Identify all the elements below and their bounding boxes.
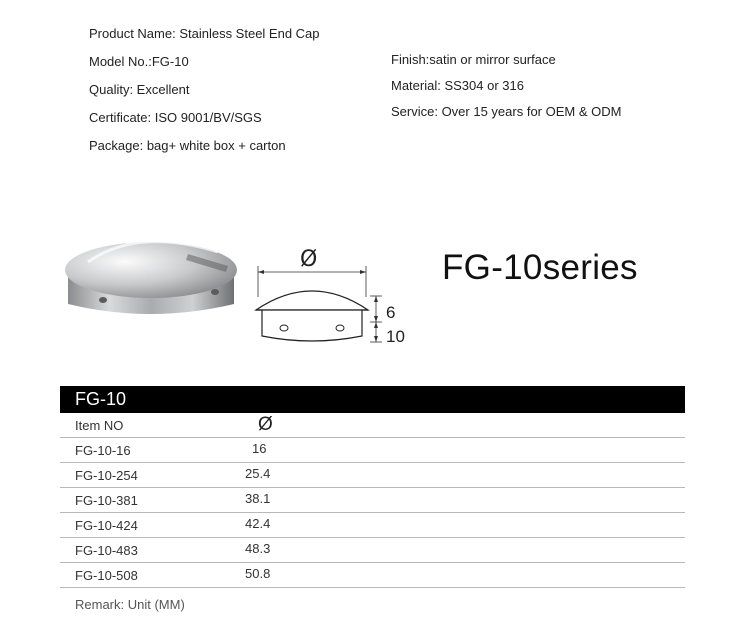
cell-item: FG-10-381 (75, 493, 138, 508)
table-row (60, 563, 685, 588)
series-title: FG-10series (442, 248, 638, 287)
table-header-row (60, 413, 685, 438)
table-title: FG-10 (75, 389, 127, 409)
cell-diameter: 48.3 (245, 541, 271, 556)
spec-service: Service: Over 15 years for OEM & ODM (391, 104, 622, 119)
spec-quality: Quality: Excellent (89, 82, 190, 97)
cell-item: FG-10-508 (75, 568, 138, 583)
table-row (60, 513, 685, 538)
cell-item: FG-10-16 (75, 443, 131, 458)
drawing-dim-height: 6 (386, 303, 396, 322)
drawing-dim-depth: 10 (386, 327, 405, 346)
col-header-diameter: Ø (258, 414, 273, 435)
spec-material: Material: SS304 or 316 (391, 78, 524, 93)
spec-package: Package: bag+ white box + carton (89, 138, 286, 153)
cell-item: FG-10-254 (75, 468, 138, 483)
cell-diameter: 50.8 (245, 566, 271, 581)
cell-item: FG-10-424 (75, 518, 138, 533)
remark-text: Remark: Unit (MM) (75, 597, 185, 612)
spec-model-no: Model No.:FG-10 (89, 54, 189, 69)
spec-finish: Finish:satin or mirror surface (391, 52, 556, 67)
col-header-item: Item NO (75, 418, 124, 433)
cell-diameter: 25.4 (245, 466, 271, 481)
cell-diameter: 16 (252, 441, 267, 456)
drawing-diameter-symbol: Ø (300, 247, 318, 272)
cell-item: FG-10-483 (75, 543, 138, 558)
spec-certificate: Certificate: ISO 9001/BV/SGS (89, 110, 262, 125)
spec-product-name: Product Name: Stainless Steel End Cap (89, 26, 320, 41)
table-row (60, 538, 685, 563)
cell-diameter: 38.1 (245, 491, 271, 506)
table-row (60, 438, 685, 463)
table-row (60, 488, 685, 513)
technical-drawing (248, 242, 418, 357)
product-photo (58, 222, 243, 327)
table-title-bar (60, 386, 685, 413)
cell-diameter: 42.4 (245, 516, 271, 531)
table-row (60, 463, 685, 488)
